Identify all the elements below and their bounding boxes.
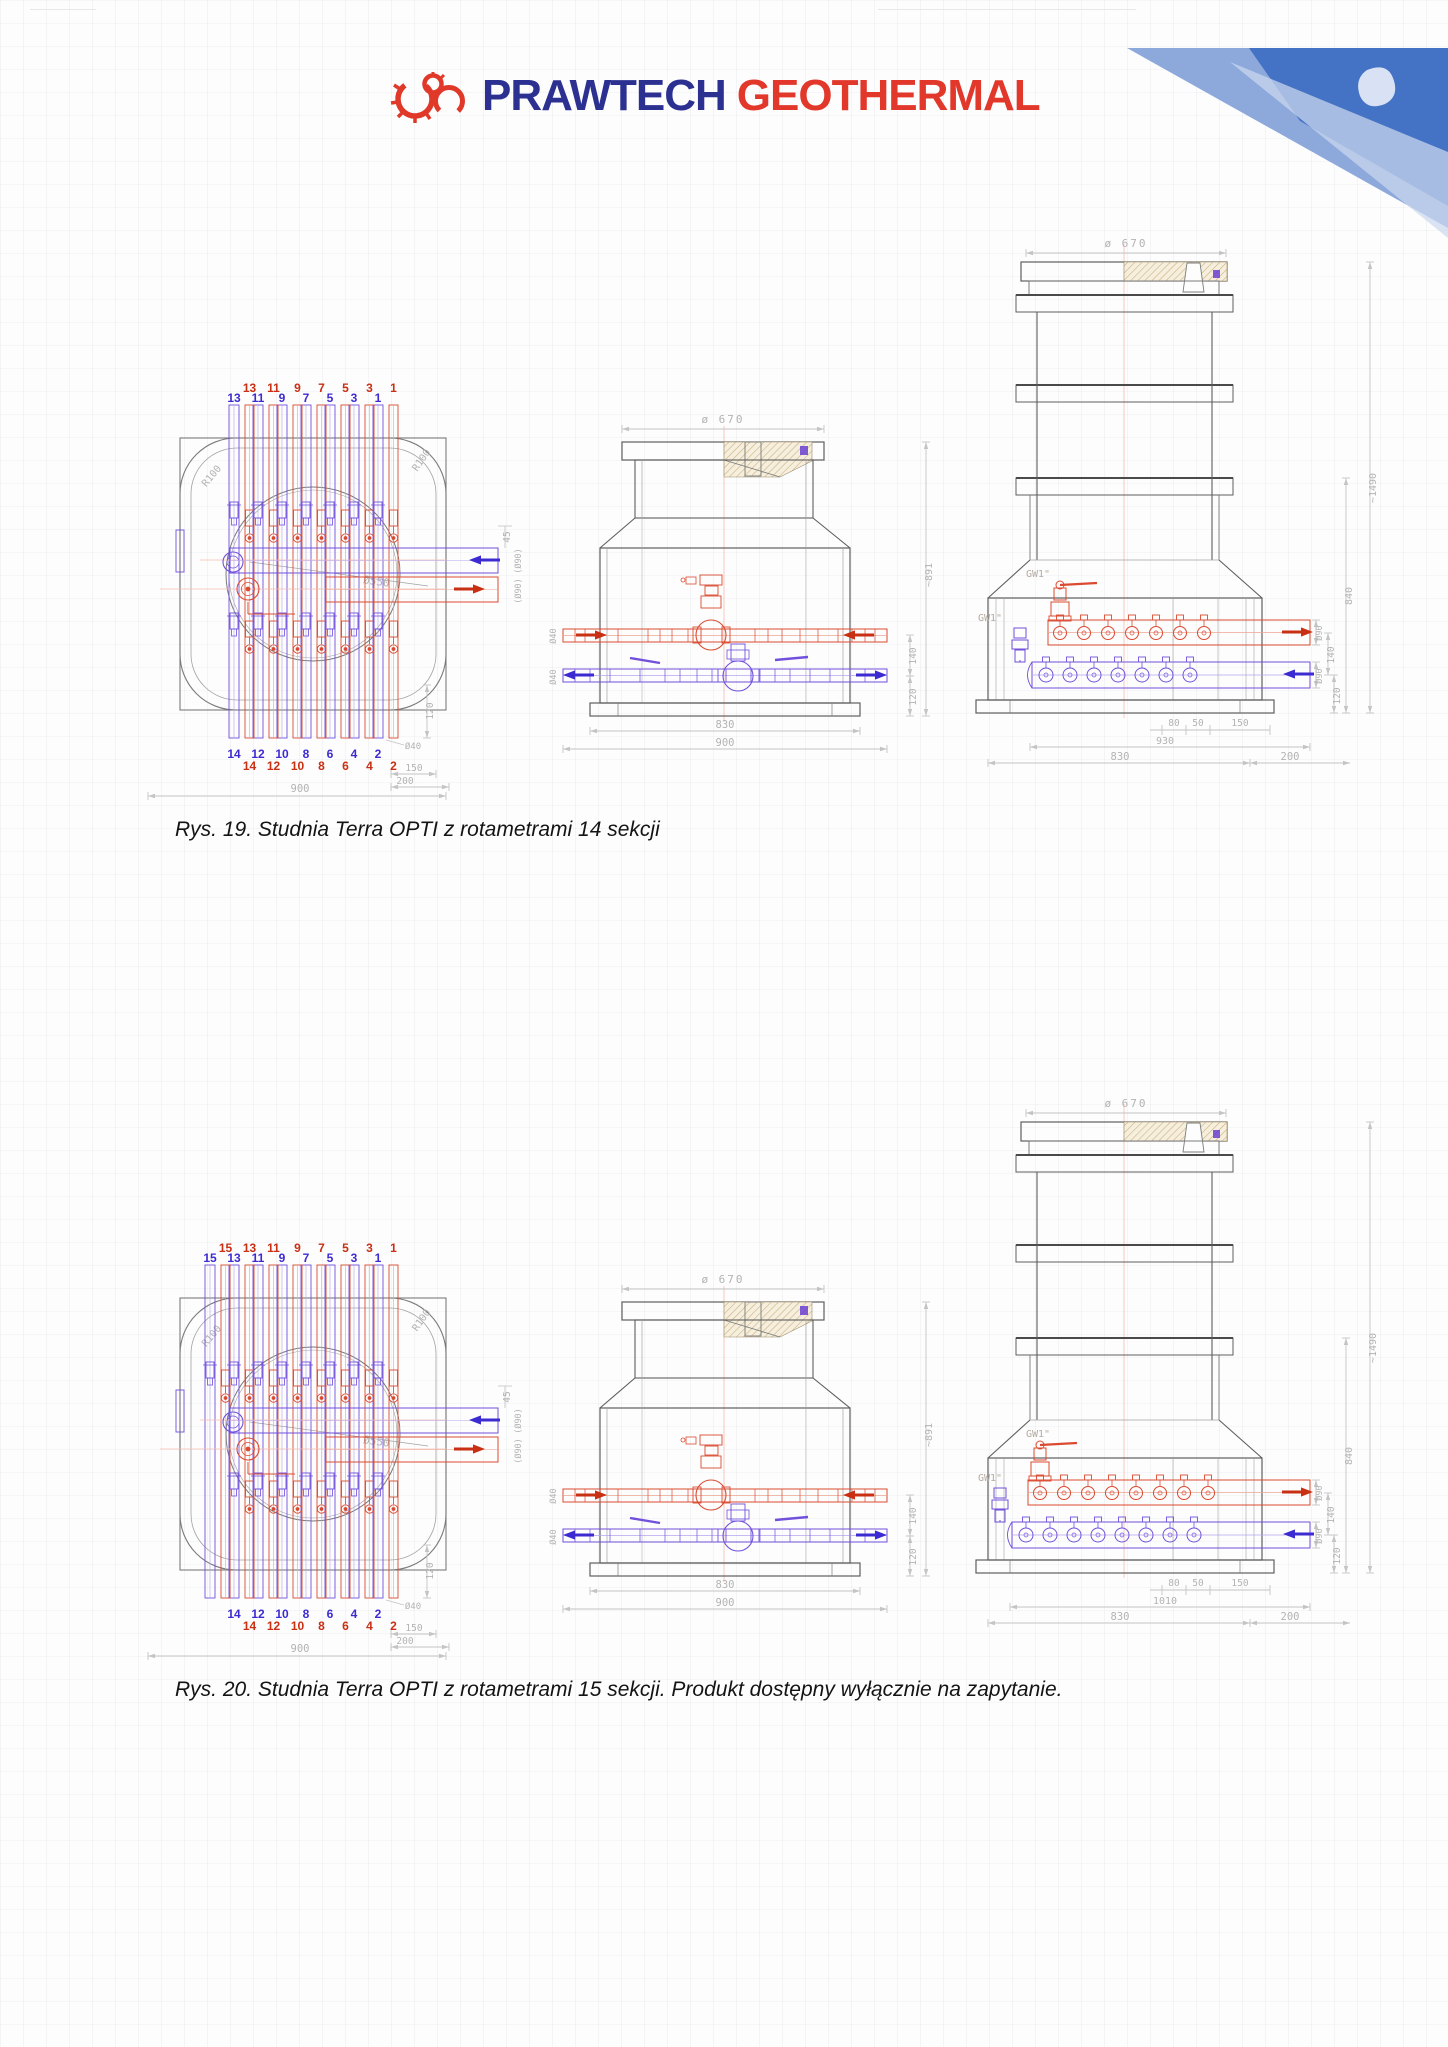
side-view xyxy=(976,1097,1379,1627)
pipe-number-supply: 10 xyxy=(290,1619,305,1633)
dimension-label: 150 xyxy=(405,1623,423,1634)
dimension-label: 140 xyxy=(1326,1506,1337,1524)
top-rule-middle xyxy=(878,9,1136,10)
corner-decoration xyxy=(1118,0,1448,245)
pipe-number-return: 3 xyxy=(350,391,358,405)
dimension-label: 120 xyxy=(1332,687,1343,705)
dimension-label: 830 xyxy=(1110,751,1130,763)
pipe-number-return: 1 xyxy=(374,1251,382,1265)
dimension-label: 150 xyxy=(1231,718,1249,729)
dimension-label: ~891 xyxy=(924,1422,935,1448)
top-rule-left xyxy=(30,9,96,10)
pipe-number-return: 6 xyxy=(326,747,334,761)
valve-band xyxy=(203,1362,398,1402)
pipe-number-supply: 12 xyxy=(266,1619,281,1633)
dimension-label: Ø40 xyxy=(404,1602,422,1612)
pipe-number-return: 5 xyxy=(326,391,334,405)
return-pipe xyxy=(563,644,887,691)
dimension-label: 200 xyxy=(1280,751,1300,763)
dimension-label: 200 xyxy=(396,776,414,787)
dimension-label: 900 xyxy=(290,783,310,795)
dimension-label: Ø90 xyxy=(1315,1528,1325,1544)
dimension-label: R100 xyxy=(200,463,225,490)
flow-arrow-supply-icon xyxy=(843,1490,874,1499)
corner-blob xyxy=(1358,67,1395,106)
pipe-number-return: 14 xyxy=(227,747,241,761)
logo-text-prawtech: PRAWTECH xyxy=(482,71,726,120)
pipe-number-supply: 13 xyxy=(242,381,257,395)
dimension-label: GW1" xyxy=(977,613,1003,624)
pipe-number-return: 15 xyxy=(203,1251,217,1265)
dimension-label: 900 xyxy=(715,737,735,749)
dimension-label: GW1" xyxy=(1025,1429,1051,1440)
flow-arrow-supply-icon xyxy=(576,1490,607,1499)
pipe-number-supply: 10 xyxy=(290,759,305,773)
flow-arrow-return-icon xyxy=(563,670,594,679)
pipe-number-supply: 3 xyxy=(366,1241,373,1255)
flow-arrow-return-icon xyxy=(856,1530,887,1539)
dimension-label: R100 xyxy=(200,1323,225,1350)
dimension-label: ø 670 xyxy=(701,1273,745,1286)
pipe-number-return: 8 xyxy=(302,747,310,761)
dimension-label: Ø90 xyxy=(1315,1485,1325,1501)
dimension-label: 1010 xyxy=(1152,1596,1178,1607)
pipe-number-return: 4 xyxy=(350,747,358,761)
flow-arrow-return-icon xyxy=(1283,1529,1314,1538)
dimension-label: 150 xyxy=(405,763,423,774)
pipe-number-return: 10 xyxy=(275,1607,289,1621)
pipe-number-return: 11 xyxy=(251,1251,265,1265)
dimension-label: 200 xyxy=(396,1636,414,1647)
figure-20-drawing xyxy=(0,1090,1448,1690)
flow-arrow-return-icon xyxy=(856,670,887,679)
supply-manifold xyxy=(1048,581,1313,645)
pipe-number-supply: 4 xyxy=(366,1619,373,1633)
dimension-label: GW1" xyxy=(1025,569,1051,580)
dimension-label: 840 xyxy=(1344,586,1355,606)
dimension-label: Ø40 xyxy=(549,1488,559,1504)
supply-manifold xyxy=(1028,1441,1313,1505)
dimension-label: ~1490 xyxy=(1368,472,1379,504)
pipe-number-supply: 8 xyxy=(318,1619,325,1633)
front-view xyxy=(548,1273,935,1613)
dimension-label: 830 xyxy=(715,1579,735,1591)
dimension-label: 830 xyxy=(1110,1611,1130,1623)
supply-pipe xyxy=(563,575,887,650)
pipe-number-return: 12 xyxy=(251,747,265,761)
dimension-label: Ø40 xyxy=(549,1529,559,1545)
pipe-number-supply: 9 xyxy=(294,381,301,395)
pipe-number-supply: 8 xyxy=(318,759,325,773)
pipe-number-supply: 1 xyxy=(390,1241,397,1255)
flow-arrow-return-icon xyxy=(1283,669,1314,678)
figure-19-caption: Rys. 19. Studnia Terra OPTI z rotametrami 14 sekcji xyxy=(175,818,660,841)
dimension-label: 120 xyxy=(425,702,436,720)
dimension-label: 900 xyxy=(715,1597,735,1609)
flow-arrow-supply-icon xyxy=(1282,627,1313,636)
dimension-label: (Ø90) xyxy=(514,578,524,604)
dimension-label: 150 xyxy=(1231,1578,1249,1589)
pipe-number-return: 11 xyxy=(251,391,265,405)
dimension-label: GW1" xyxy=(977,1473,1003,1484)
logo-text-geothermal: GEOTHERMAL xyxy=(736,71,1040,120)
flow-arrow-supply-icon xyxy=(454,1444,485,1453)
dimension-label: Ø40 xyxy=(549,669,559,685)
dimension-label: Ø40 xyxy=(404,742,422,752)
top-view xyxy=(148,381,524,800)
pipe-number-supply: 11 xyxy=(267,381,280,395)
pipe-number-supply: 5 xyxy=(342,1241,349,1255)
logo-gear-icon xyxy=(388,65,470,127)
dimension-label: ø 670 xyxy=(1104,1097,1148,1110)
pipe-number-return: 3 xyxy=(350,1251,358,1265)
pipe-number-supply: 7 xyxy=(318,381,325,395)
dimension-label: 200 xyxy=(1280,1611,1300,1623)
front-view xyxy=(548,413,935,753)
dimension-label: 840 xyxy=(1344,1446,1355,1466)
dimension-label: 120 xyxy=(908,688,919,706)
top-view xyxy=(148,1241,524,1660)
dimension-label: ~891 xyxy=(924,562,935,588)
flow-arrow-return-icon xyxy=(469,555,500,564)
flow-arrow-supply-icon xyxy=(843,630,874,639)
dimension-label: ~1490 xyxy=(1368,1332,1379,1364)
side-view xyxy=(976,237,1379,767)
dimension-label: 120 xyxy=(425,1562,436,1580)
pipe-number-supply: 6 xyxy=(342,1619,349,1633)
dimension-label: 140 xyxy=(1326,646,1337,664)
pipe-number-return: 12 xyxy=(251,1607,265,1621)
pipe-number-supply: 6 xyxy=(342,759,349,773)
pipe-number-supply: 12 xyxy=(266,759,281,773)
pipe-number-return: 9 xyxy=(278,391,286,405)
logo xyxy=(388,64,1040,128)
pipe-number-return: 8 xyxy=(302,1607,310,1621)
dimension-label: 120 xyxy=(908,1548,919,1566)
dimension-label: (Ø90) xyxy=(514,548,524,574)
dimension-label: 50 xyxy=(1192,718,1204,729)
pipe-number-return: 14 xyxy=(227,1607,241,1621)
dimension-label: R100 xyxy=(410,447,434,474)
dimension-label: (Ø90) xyxy=(514,1438,524,1464)
dimension-label: ø 670 xyxy=(1104,237,1148,250)
pipe-number-supply: 4 xyxy=(366,759,373,773)
pipe-number-supply: 9 xyxy=(294,1241,301,1255)
flow-arrow-supply-icon xyxy=(576,630,607,639)
dimension-label: (Ø90) xyxy=(514,1408,524,1434)
pipe-number-return: 2 xyxy=(374,1607,382,1621)
figure-20-caption: Rys. 20. Studnia Terra OPTI z rotametrami 15 sekcji. Produkt dostępny wyłącznie na zapytanie. xyxy=(175,1678,1063,1701)
pipe-number-supply: 11 xyxy=(267,1241,280,1255)
pipe-number-supply: 14 xyxy=(242,759,257,773)
pipe-number-supply: 7 xyxy=(318,1241,325,1255)
pipe-number-return: 13 xyxy=(227,391,241,405)
dimension-label: 80 xyxy=(1168,718,1180,729)
flow-arrow-return-icon xyxy=(469,1415,500,1424)
pipe-number-return: 13 xyxy=(227,1251,241,1265)
return-pipe xyxy=(563,1504,887,1551)
dimension-label: 930 xyxy=(1155,736,1175,747)
pipe-number-return: 2 xyxy=(374,747,382,761)
pipe-number-return: 10 xyxy=(275,747,289,761)
dimension-label: 830 xyxy=(715,719,735,731)
dimension-label: Ø90 xyxy=(1315,668,1325,684)
dimension-label: Ø40 xyxy=(549,628,559,644)
pipe-number-supply: 13 xyxy=(242,1241,257,1255)
figure-19-drawing xyxy=(0,230,1448,830)
dimension-label: 900 xyxy=(290,1643,310,1655)
manifold-pipes xyxy=(229,405,398,738)
dimension-label: R100 xyxy=(410,1307,434,1334)
pipe-number-supply: 15 xyxy=(218,1241,233,1255)
pipe-number-supply: 1 xyxy=(390,381,397,395)
flow-arrow-supply-icon xyxy=(454,584,485,593)
pipe-number-return: 9 xyxy=(278,1251,286,1265)
dimension-label: 80 xyxy=(1168,1578,1180,1589)
flow-arrow-supply-icon xyxy=(1282,1487,1313,1496)
supply-pipe xyxy=(563,1435,887,1510)
pipe-number-supply: 2 xyxy=(390,759,397,773)
dimension-label: 140 xyxy=(908,647,919,665)
pipe-number-return: 6 xyxy=(326,1607,334,1621)
pipe-number-supply: 3 xyxy=(366,381,373,395)
pipe-number-return: 7 xyxy=(302,1251,310,1265)
dimension-label: Ø550 xyxy=(362,573,391,590)
dimension-label: ø 670 xyxy=(701,413,745,426)
dimension-label: 140 xyxy=(908,1507,919,1525)
flow-arrow-return-icon xyxy=(563,1530,594,1539)
return-manifold xyxy=(1012,628,1314,688)
dimension-label: Ø550 xyxy=(362,1433,391,1450)
pipe-number-supply: 2 xyxy=(390,1619,397,1633)
pipe-number-supply: 5 xyxy=(342,381,349,395)
dimension-label: 45 xyxy=(502,531,513,543)
pipe-number-return: 7 xyxy=(302,391,310,405)
return-manifold xyxy=(992,1488,1314,1548)
dimension-label: 50 xyxy=(1192,1578,1204,1589)
pipe-number-return: 1 xyxy=(374,391,382,405)
pipe-number-supply: 14 xyxy=(242,1619,257,1633)
pipe-number-return: 5 xyxy=(326,1251,334,1265)
dimension-label: 45 xyxy=(502,1391,513,1403)
dimension-label: 120 xyxy=(1332,1547,1343,1565)
dimension-label: Ø90 xyxy=(1315,625,1325,641)
pipe-number-return: 4 xyxy=(350,1607,358,1621)
